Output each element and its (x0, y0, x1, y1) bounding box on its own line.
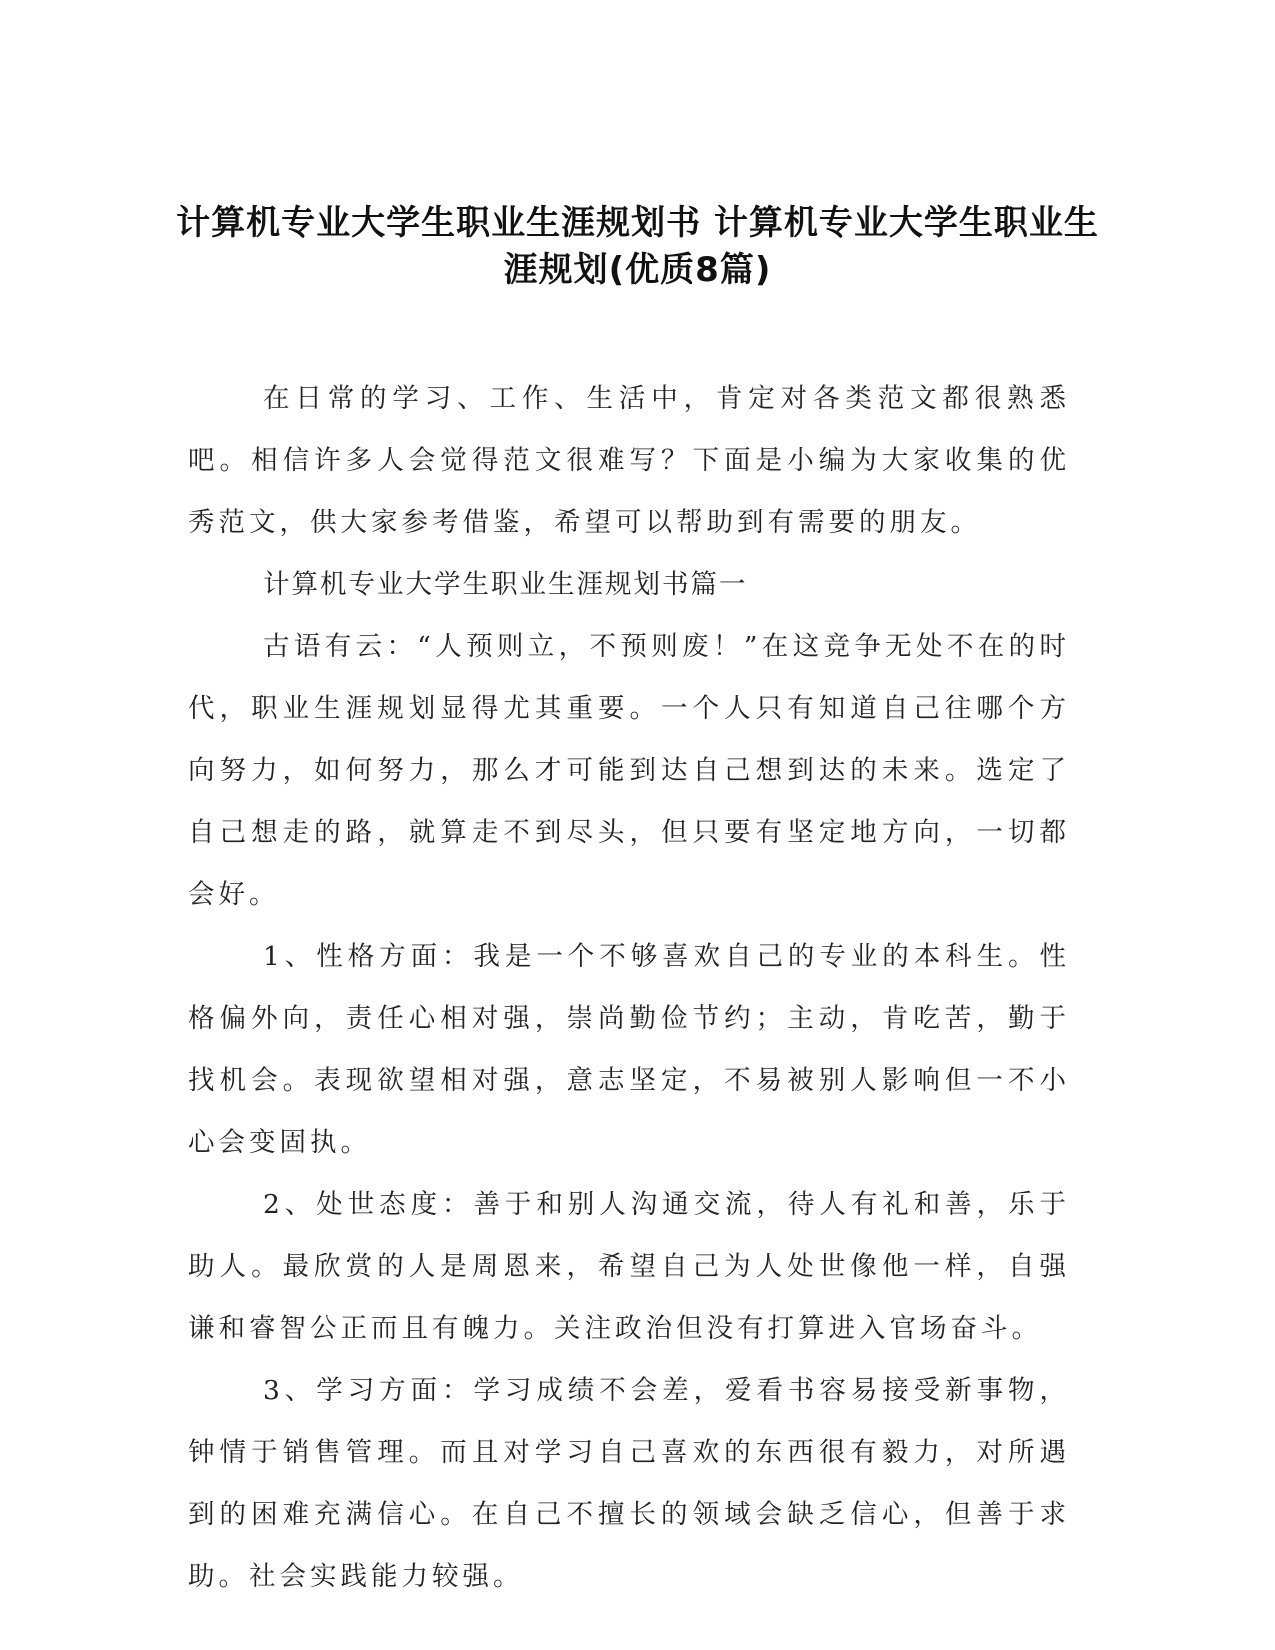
document-body (188, 368, 1070, 1608)
personality-paragraph: 1、性格方面：我是一个不够喜欢自己的专业的本科生。性格偏外向，责任心相对强，崇尚勤俭节约；主动，肯吃苦，勤于找机会。表现欲望相对强，意志坚定，不易被别人影响但一不小心会变固执。 (188, 941, 1070, 1158)
attitude-paragraph: 2、处世态度：善于和别人沟通交流，待人有礼和善，乐于助人。最欣赏的人是周恩来，希望自己为人处世像他一样，自强谦和睿智公正而且有魄力。关注政治但没有打算进入官场奋斗。 (188, 1189, 1070, 1344)
study-paragraph: 3、学习方面：学习成绩不会差，爱看书容易接受新事物，钟情于销售管理。而且对学习自己喜欢的东西很有毅力，对所遇到的困难充满信心。在自己不擅长的领域会缺乏信心，但善于求助。社会实践能力较强。 (188, 1375, 1070, 1592)
title-line-1: 计算机专业大学生职业生涯规划书 计算机专业大学生职业生 (176, 203, 1099, 243)
section-heading: 计算机专业大学生职业生涯规划书篇一 (263, 569, 748, 600)
document-title (150, 200, 1125, 294)
quote-paragraph: 古语有云：“人预则立，不预则废！”在这竞争无处不在的时代，职业生涯规划显得尤其重要。一个人只有知道自己往哪个方向努力，如何努力，那么才可能到达自己想到达的未来。选定了自己想走的路，就算走不到尽头，但只要有坚定地方向，一切都会好。 (188, 631, 1070, 910)
intro-paragraph: 在日常的学习、工作、生活中，肯定对各类范文都很熟悉吧。相信许多人会觉得范文很难写？下面是小编为大家收集的优秀范文，供大家参考借鉴，希望可以帮助到有需要的朋友。 (188, 383, 1070, 538)
title-line-2: 涯规划(优质8篇) (503, 250, 772, 290)
